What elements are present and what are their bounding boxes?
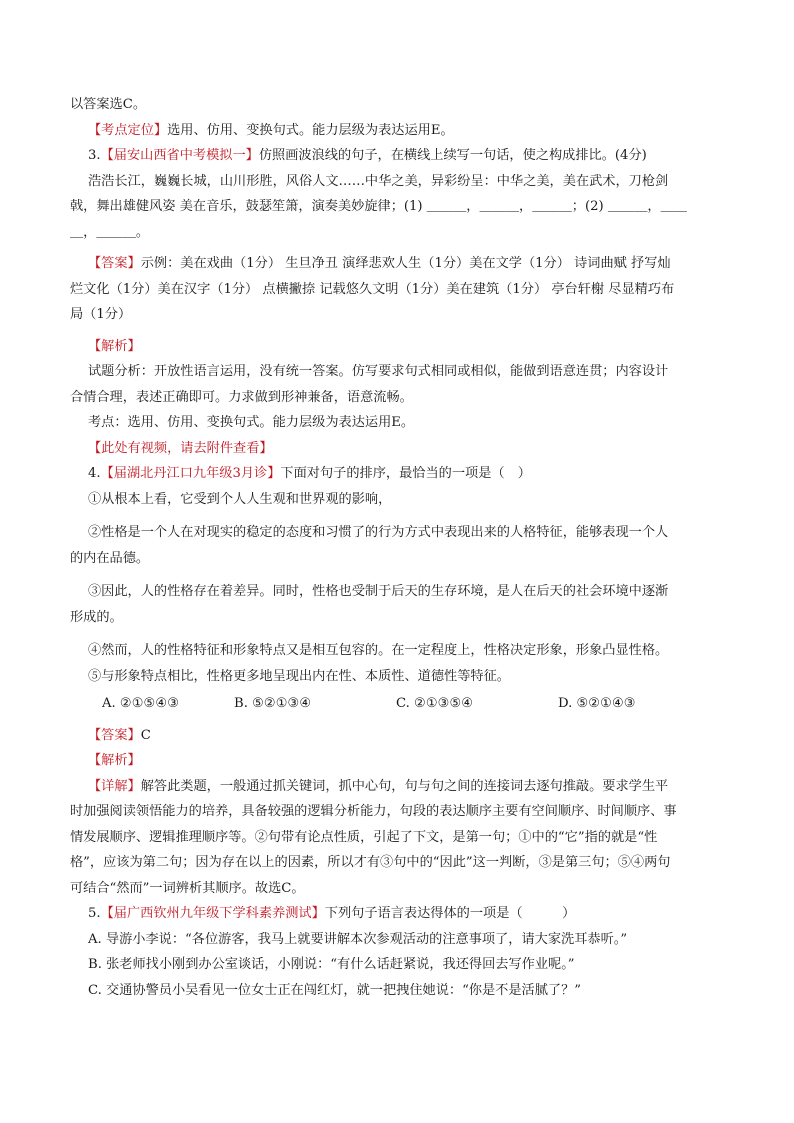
detail-text: 解答此类题，一般通过抓关键词，抓中心句，句与句之间的连接词去逐句推敲。要求学生平	[140, 778, 669, 794]
sentence-text: ③因此，人的性格存在着差异。同时，性格也受制于后天的生存环境，是人在后天的社会环境中逐渐	[88, 584, 669, 599]
option-a: A. ②①⑤④③	[102, 696, 180, 711]
sentence-4	[70, 638, 702, 664]
question-source-tag: 【届安山西省中考模拟一】	[100, 148, 259, 163]
analysis-3-heading	[70, 334, 702, 360]
answer-conclusion: 以答案选C。	[70, 97, 147, 112]
option-text: C. 交通协警员小吴看见一位女士正在闯红灯，就一把拽住她说：“你是不是活腻了？”	[88, 982, 582, 998]
question-text: 下列句子语言表达得体的一项是（ ）	[324, 906, 576, 921]
text-line	[70, 385, 702, 411]
question-number: 5.	[88, 906, 101, 921]
answer-tag: 【答案】	[88, 256, 141, 271]
text-line	[70, 302, 702, 328]
text-line	[70, 410, 702, 436]
detail-text: 格”，应该为第二句；因为存在以上的因素，所以才有③句中的“因此”这一判断，③是第三句；⑤④两句	[70, 855, 671, 870]
text-line	[70, 220, 702, 246]
text-line	[70, 546, 702, 572]
sentence-text: ⑤与形象特点相比，性格更多地呈现出内在性、本质性、道德性等特征。	[88, 668, 510, 684]
question-source-tag: 【届广西钦州九年级下学科素养测试】	[100, 906, 325, 921]
analysis-tag: 【解析】	[88, 753, 141, 768]
sentence-text: 形成的。	[70, 609, 123, 625]
q5-option-b	[70, 952, 702, 978]
video-tag: 【此处有视频，请去附件查看】	[88, 440, 273, 456]
text-line	[70, 277, 702, 303]
sentence-text: ④然而，人的性格特征和形象特点又是相互包容的。在一定程度上，性格决定形象，形象凸显性格。	[88, 643, 669, 658]
question-text: 仿照画波浪线的句子，在横线上续写一句话，使之构成排比。(4分)	[258, 148, 647, 163]
answer-text: C	[140, 727, 151, 743]
question-source-tag: 【届湖北丹江口九年级3月诊】	[100, 466, 281, 481]
option-c: C. ②①③⑤④	[396, 696, 474, 711]
sentence-text: ①从根本上看，它受到个人人生观和世界观的影响，	[88, 491, 392, 507]
option-b: B. ⑤②①③④	[234, 696, 312, 711]
q5-option-c	[70, 978, 702, 1004]
text-line	[70, 118, 702, 144]
answer-4	[70, 723, 702, 749]
text-line	[70, 605, 702, 631]
detail-text: 情发展顺序、逻辑推理顺序等。②句带有论点性质，引起了下文，是第一句；①中的“它”指的就是“性	[70, 829, 658, 845]
text-line	[70, 799, 702, 825]
text-line	[70, 359, 702, 385]
options-row	[70, 691, 702, 717]
sentence-text: 的内在品德。	[70, 550, 150, 566]
option-text: A. 导游小李说：“各位游客，我马上就要讲解本次参观活动的注意事项了，请大家洗耳恭听。”	[88, 931, 628, 947]
question-number: 4.	[88, 466, 101, 481]
text-line	[70, 92, 702, 118]
question-4-heading	[70, 461, 702, 487]
answer-tag: 【答案】	[88, 727, 141, 743]
analysis-4-heading	[70, 748, 702, 774]
sentence-5	[70, 664, 702, 690]
answer-text: 局（1分）	[70, 307, 132, 322]
detail-explanation	[70, 774, 702, 800]
detail-tag: 【详解】	[88, 778, 141, 794]
question-3-heading	[70, 143, 702, 169]
sentence-3	[70, 579, 702, 605]
detail-text: 时加强阅读领悟能力的培养，具备较强的逻辑分析能力，句段的表达顺序主要有空间顺序、时间顺序、事	[70, 804, 677, 819]
sentence-2	[70, 520, 702, 546]
sentence-text: ②性格是一个人在对现实的稳定的态度和习惯了的行为方式中表现出来的人格特征，能够表现一个人	[88, 525, 669, 540]
question-number: 3.	[88, 148, 101, 163]
question-5-heading	[70, 901, 702, 927]
analysis-text: 合情合理，表述正确即可。力求做到形神兼备，语意流畅。	[70, 389, 413, 405]
option-d: D. ⑤②①④③	[558, 696, 636, 711]
q5-option-a	[70, 927, 702, 953]
question-body: ＿，＿＿＿。	[70, 224, 150, 240]
option-text: B. 张老师找小刚到办公室谈话，小刚说：“有什么话赶紧说，我还得回去写作业呢。”	[88, 957, 575, 972]
analysis-text: 试题分析：开放性语言运用，没有统一答案。仿写要求句式相同或相似，能做到语意连贯；内容设计	[88, 364, 669, 379]
answer-3	[70, 251, 702, 277]
sentence-1	[70, 487, 702, 513]
text-line	[70, 825, 702, 851]
text-line	[70, 169, 702, 195]
question-body: 浩浩长江，巍巍长城，山川形胜，风俗人文……中华之美，异彩纷呈：中华之美，美在武术，刀枪剑	[88, 173, 669, 189]
section-text: 选用、仿用、变换句式。能力层级为表达运用E。	[167, 122, 454, 138]
question-body: 戟，舞出雄健风姿 美在音乐，鼓瑟笙箫，演奏美妙旋律；(1) ＿＿＿，＿＿＿，＿＿＿；(2) ＿＿＿，＿＿	[70, 199, 687, 214]
answer-text: 烂文化（1分）美在汉字（1分） 点横撇捺 记载悠久文明（1分）美在建筑（1分） 亭台轩榭 尽显精巧布	[70, 281, 675, 297]
text-line	[70, 876, 702, 902]
text-line	[70, 850, 702, 876]
section-tag: 【考点定位】	[88, 122, 168, 138]
detail-text: 可结合“然而”一词辨析其顺序。故选C。	[70, 880, 305, 896]
knowledge-point: 考点：选用、仿用、变换句式。能力层级为表达运用E。	[88, 415, 415, 430]
text-line	[70, 194, 702, 220]
answer-text: 示例：美在戏曲（1分） 生旦净丑 演绎悲欢人生（1分）美在文学（1分） 诗词曲赋 抒写灿	[140, 256, 671, 271]
question-text: 下面对句子的排序，最恰当的一项是（ ）	[280, 466, 531, 481]
video-notice	[70, 436, 702, 462]
analysis-tag: 【解析】	[88, 338, 141, 354]
